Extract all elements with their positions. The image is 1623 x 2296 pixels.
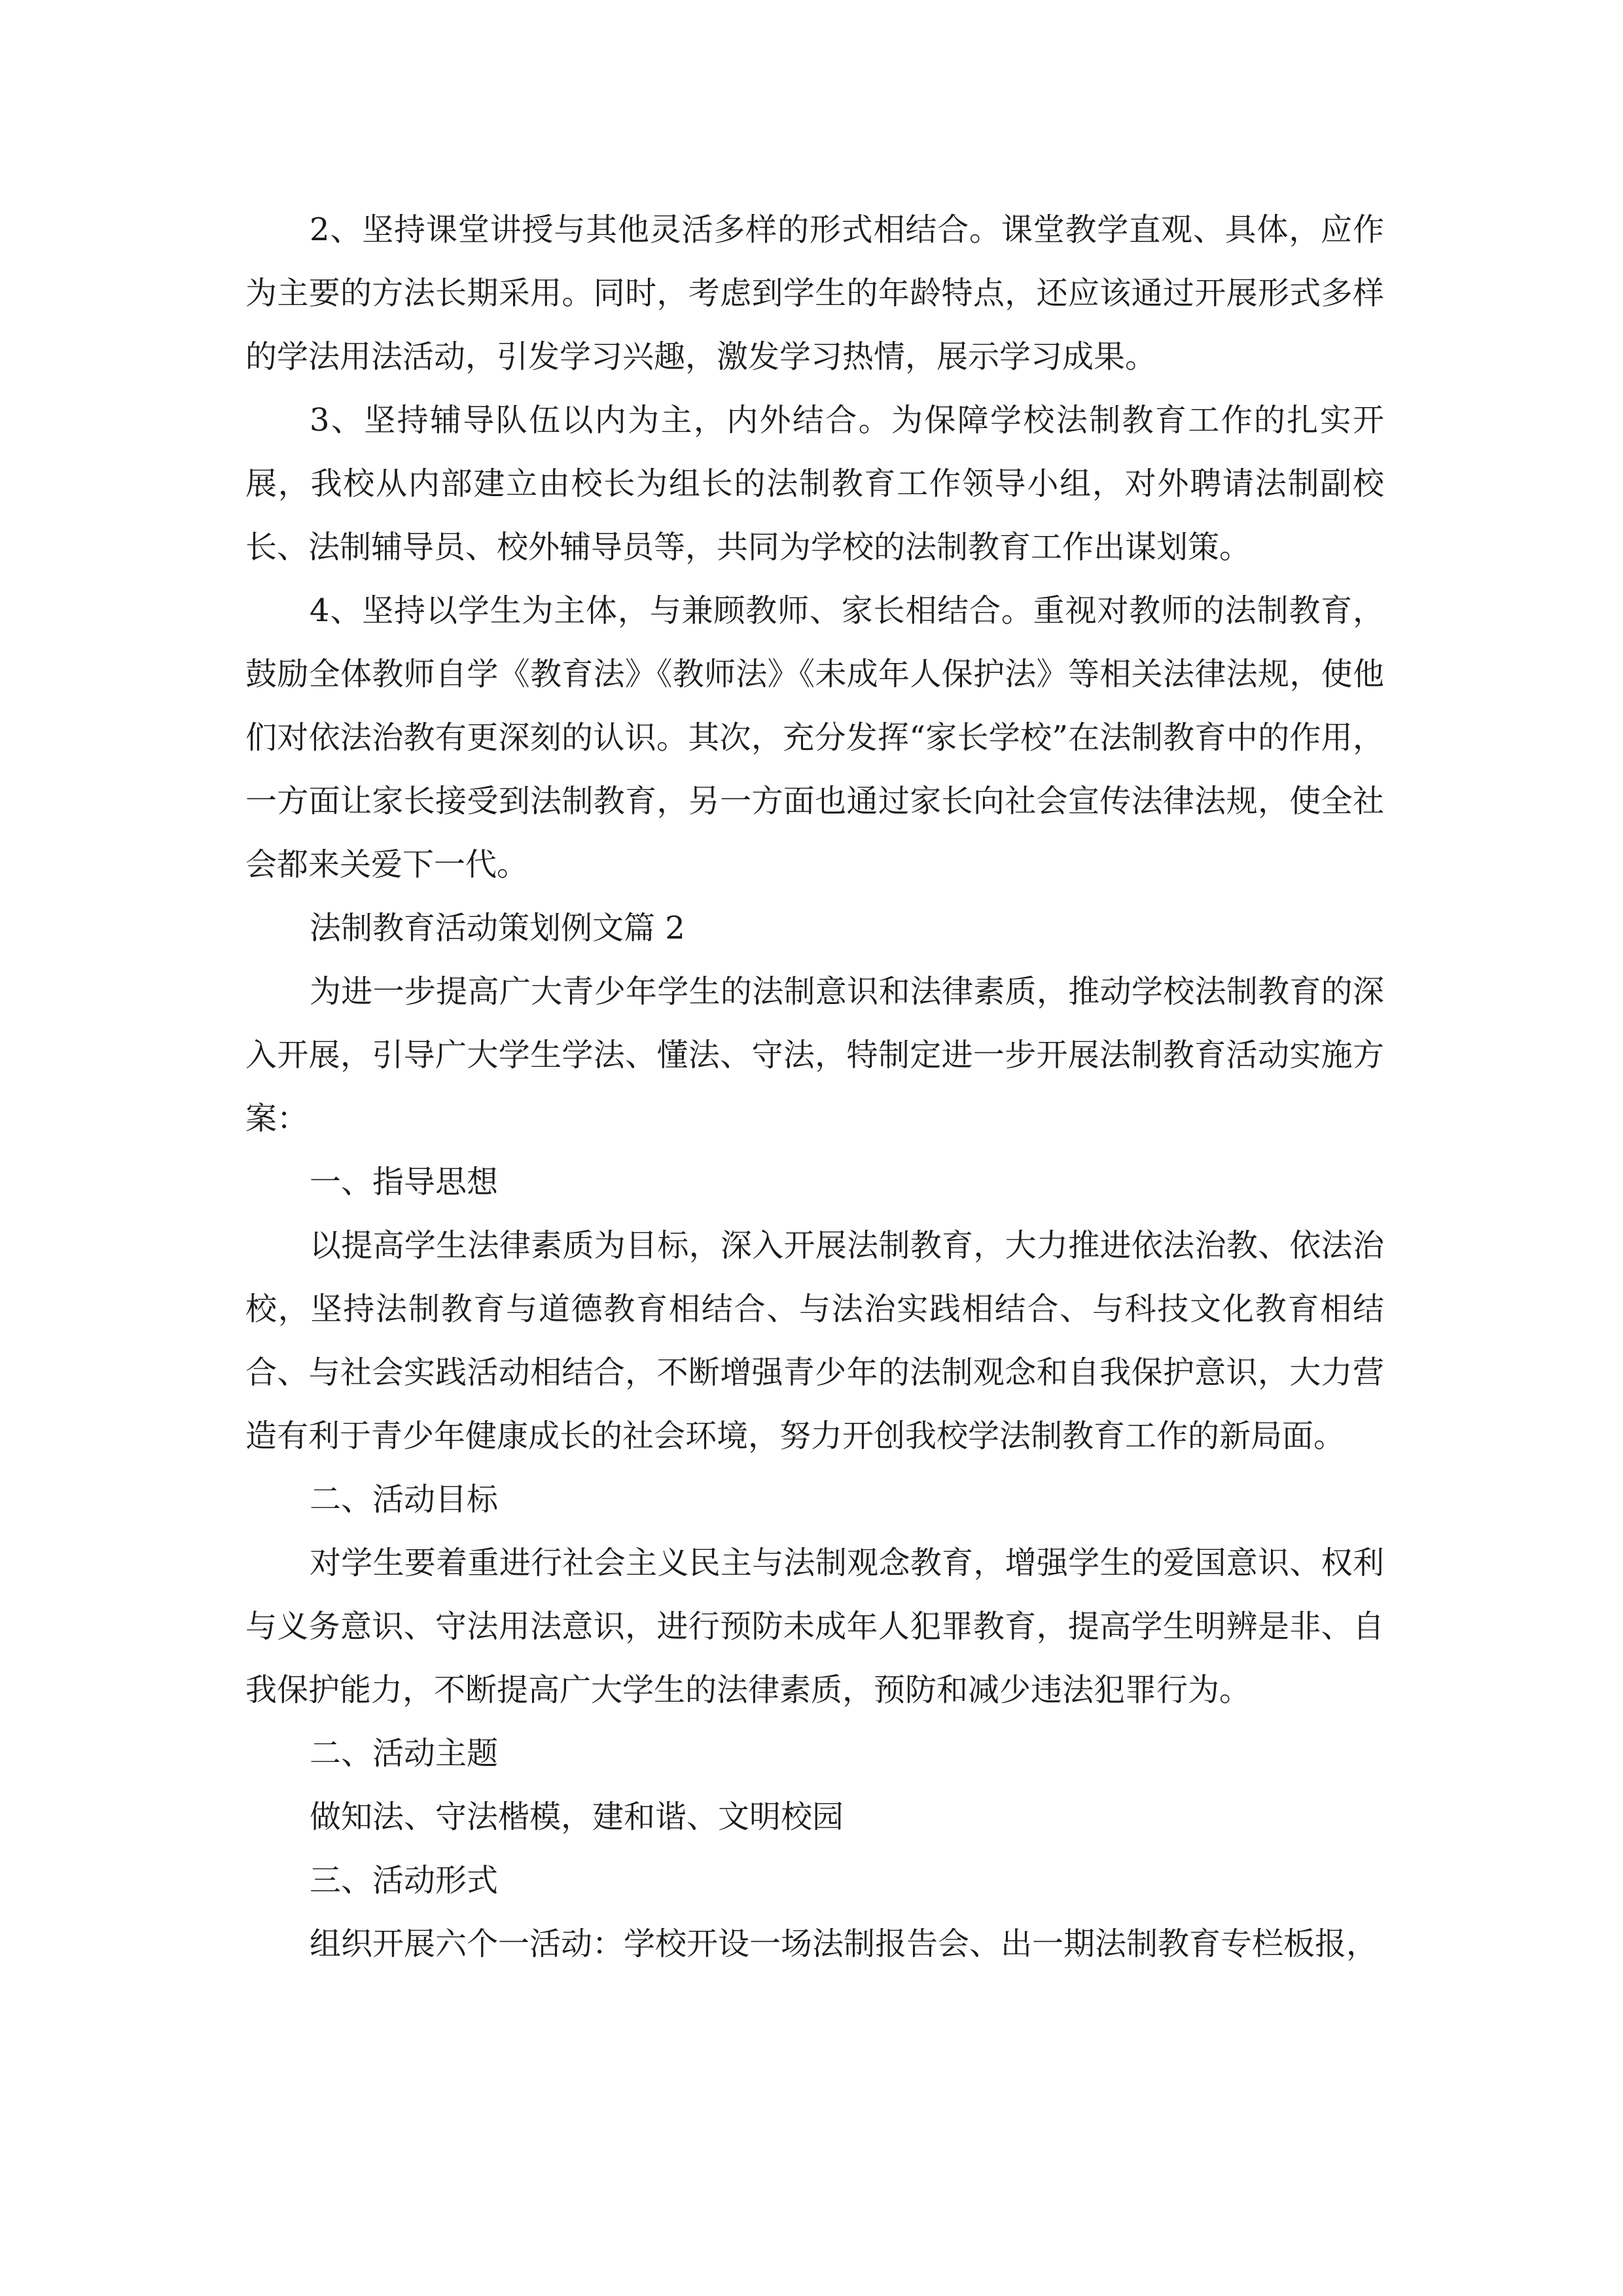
heading-activity-theme: 二、活动主题 — [310, 1735, 499, 1772]
paragraph-3-counseling-team: 3、坚持辅导队伍以内为主，内外结合。为保障学校法制教育工作的扎实开展，我校从内部建立由校长为组长的法制教育工作领导小组，对外聘请法制副校长、法制辅导员、校外辅导员等，共同为学校的法制教育工作出谋划策。 — [245, 402, 1384, 565]
heading-guiding-thought: 一、指导思想 — [310, 1164, 499, 1200]
paragraph-2-classroom: 2、坚持课堂讲授与其他灵活多样的形式相结合。课堂教学直观、具体，应作为主要的方法长期采用。同时，考虑到学生的年龄特点，还应该通过开展形式多样的学法用法活动，引发学习兴趣，激发学习热情，展示学习成果。 — [245, 211, 1384, 375]
paragraph-intro: 为进一步提高广大青少年学生的法制意识和法律素质，推动学校法制教育的深入开展，引导广大学生学法、懂法、守法，特制定进一步开展法制教育活动实施方案： — [245, 973, 1384, 1137]
section-title-part-2: 法制教育活动策划例文篇 2 — [310, 910, 685, 946]
paragraph-activity-goal: 对学生要着重进行社会主义民主与法制观念教育，增强学生的爱国意识、权利与义务意识、守法用法意识，进行预防未成年人犯罪教育，提高学生明辨是非、自我保护能力，不断提高广大学生的法律素质，预防和减少违法犯罪行为。 — [245, 1545, 1384, 1708]
paragraph-activity-theme: 做知法、守法楷模，建和谐、文明校园 — [310, 1799, 844, 1835]
heading-activity-form: 三、活动形式 — [310, 1862, 499, 1899]
paragraph-activity-form: 组织开展六个一活动：学校开设一场法制报告会、出一期法制教育专栏板报， — [310, 1926, 1378, 1962]
paragraph-guiding-thought: 以提高学生法律素质为目标，深入开展法制教育，大力推进依法治教、依法治校，坚持法制教育与道德教育相结合、与法治实践相结合、与科技文化教育相结合、与社会实践活动相结合，不断增强青少年的法制观念和自我保护意识，大力营造有利于青少年健康成长的社会环境，努力开创我校学法制教育工作的新局面。 — [245, 1227, 1384, 1454]
heading-activity-goal: 二、活动目标 — [310, 1481, 499, 1518]
document-body — [245, 198, 1384, 1976]
paragraph-4-student-subject: 4、坚持以学生为主体，与兼顾教师、家长相结合。重视对教师的法制教育，鼓励全体教师自学《教育法》《教师法》《未成年人保护法》等相关法律法规，使他们对依法治教有更深刻的认识。其次，充分发挥“家长学校”在法制教育中的作用，一方面让家长接受到法制教育，另一方面也通过家长向社会宣传法律法规，使全社会都来关爱下一代。 — [245, 592, 1384, 883]
